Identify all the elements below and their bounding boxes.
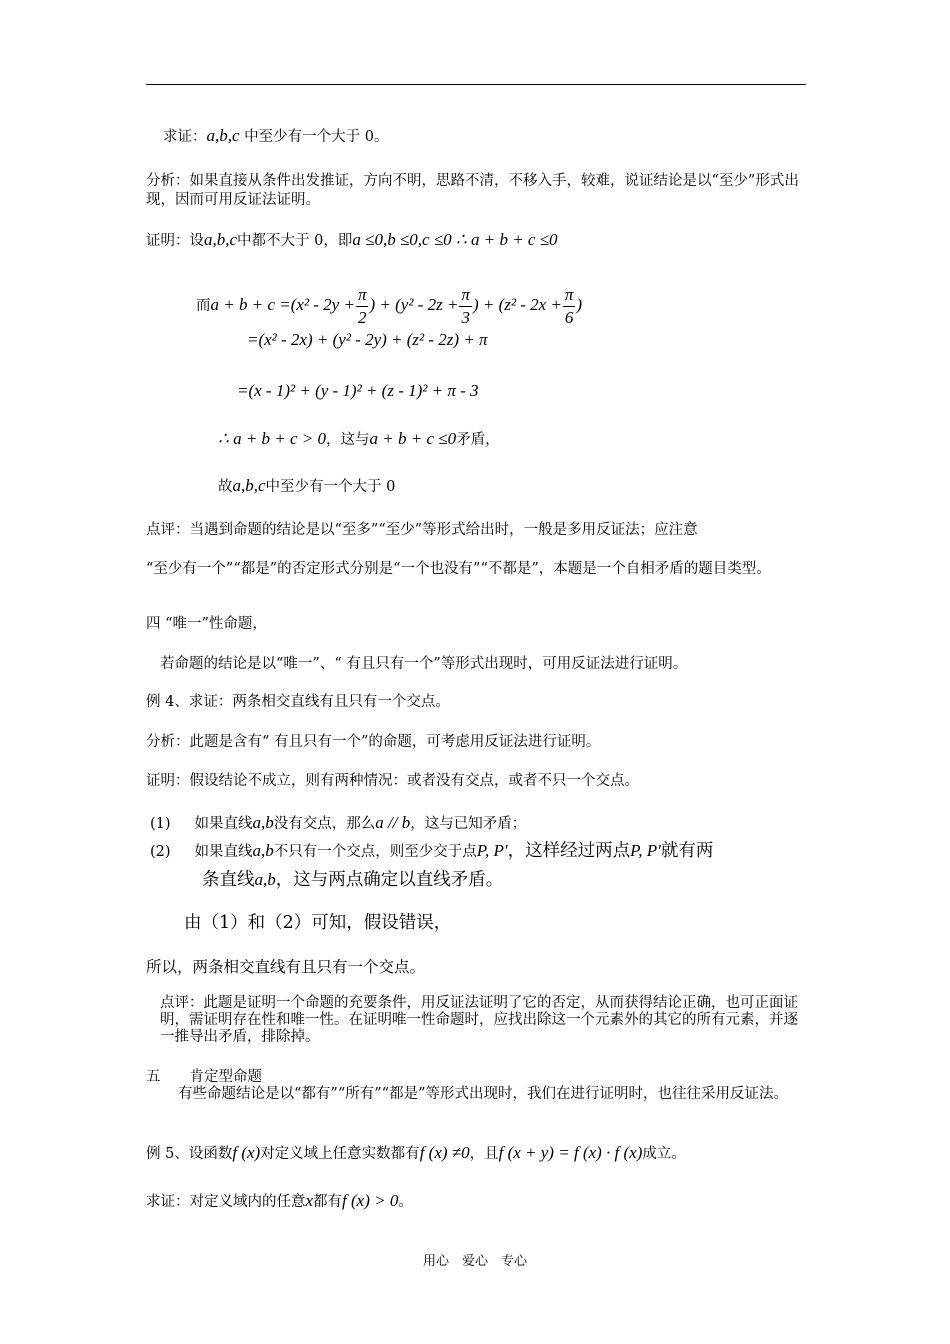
concl2-abc: a,b,c [232, 476, 266, 495]
case-2-points-2: P, P′ [630, 841, 661, 860]
section-4-title [146, 614, 267, 634]
concl1-mid: ，这与 [326, 432, 370, 448]
proof-mid: 中都不大于 0，即 [237, 233, 353, 249]
analysis-1 [146, 172, 808, 210]
section-4-intro-text: 若命题的结论是以“唯一”、“ 有且只有一个”等形式出现时，可用反证法进行证明。 [160, 656, 688, 672]
case-2-e: 条直线 [202, 870, 255, 890]
case-2-d: 就有两 [660, 841, 714, 861]
concl1-end: 矛盾， [456, 432, 500, 448]
eq2-text: =(x² - 2x) + (y² - 2y) + (z² - 2z) + π [247, 330, 488, 349]
case-2-cont [202, 870, 503, 891]
frac2-num: π [459, 284, 472, 307]
example-4 [146, 692, 450, 712]
fraction-pi-2 [356, 284, 369, 329]
therefore-text: 所以，两条相交直线有且只有一个交点。 [146, 958, 426, 976]
eq1-t3: ) + (z² - 2x + [472, 295, 562, 314]
fraction-pi-6 [563, 284, 576, 329]
qiuzheng-rest: 中至少有一个大于 0。 [244, 129, 389, 145]
case-2-ab: a,b [252, 841, 274, 860]
ex5-m2: f (x + y) = f (x) · f (x) [498, 1143, 643, 1162]
section-4-intro [160, 654, 687, 674]
ex5-fx: f (x) [232, 1143, 261, 1162]
case-1-ab: a,b [252, 813, 274, 832]
eq1-t1: (x² - 2y + [290, 295, 355, 314]
case-2-c: ，这样经过两点 [507, 841, 631, 861]
case-1-math: a // b [375, 813, 411, 832]
comment-1a-text: 点评：当遇到命题的结论是以“至多”“至少”等形式给出时，一般是多用反证法；应注意 [146, 522, 698, 538]
concl1-math2: a + b + c ≤0 [369, 429, 457, 448]
conclusion-1 [218, 429, 500, 450]
case-2-number: (2) [150, 844, 171, 860]
case-1-b: 没有交点，那么 [273, 816, 376, 832]
qz5-c: 。 [398, 1194, 413, 1210]
qz5-x: x [305, 1191, 314, 1210]
frac1-num: π [356, 284, 369, 307]
qiuzheng-line [163, 126, 389, 147]
frac3-num: π [563, 284, 576, 307]
case-2-a: 如果直线 [194, 844, 253, 860]
conclusion-2 [218, 476, 395, 497]
qiuzheng-math: a,b,c [206, 126, 240, 145]
proof-math: a ≤0,b ≤0,c ≤0 ∴ a + b + c ≤0 [352, 230, 558, 249]
by-1-and-2 [184, 913, 451, 933]
case-2-ab-2: a,b [254, 870, 276, 889]
therefore-line [146, 957, 425, 977]
comment-2 [160, 995, 808, 1046]
example-5 [146, 1143, 686, 1164]
frac3-den: 6 [564, 307, 574, 327]
section-5-title-text: 五 肯定型命题 [146, 1069, 262, 1085]
concl2-rest: 中至少有一个大于 0 [265, 479, 396, 495]
section-5-title [146, 1068, 262, 1086]
frac2-den: 3 [461, 307, 470, 327]
analysis-2 [146, 732, 600, 752]
qz5-a: 求证：对定义域内的任意 [146, 1194, 306, 1210]
equation-1 [196, 282, 582, 329]
section-4-title-text: 四 “唯一”性命题， [146, 616, 267, 632]
ex5-c: ，且 [469, 1146, 499, 1162]
proof-label: 证明：设 [146, 233, 204, 249]
analysis-2-text: 分析：此题是含有“ 有且只有一个”的命题，可考虑用反证法进行证明。 [146, 734, 601, 750]
ex5-d: 成立。 [642, 1146, 686, 1162]
frac1-den: 2 [357, 307, 367, 327]
qiuzheng-5 [146, 1191, 413, 1212]
header-rule [146, 84, 806, 85]
case-2-b: 不只有一个交点，则至少交于点 [273, 844, 477, 860]
case-1-number: (1) [150, 816, 171, 832]
eq1-lhs: a + b + c = [210, 295, 291, 314]
case-2 [150, 841, 713, 862]
concl1-math: ∴ a + b + c > 0 [218, 429, 327, 448]
case-2-f: ，这与两点确定以直线矛盾。 [275, 870, 504, 890]
section-5-intro [146, 1085, 808, 1103]
page-footer: 用心 爱心 专心 [422, 1254, 527, 1269]
proof-2-text: 证明：假设结论不成立，则有两种情况：或者没有交点，或者不只一个交点。 [146, 773, 639, 789]
ex5-a: 例 5、设函数 [146, 1146, 233, 1162]
qiuzheng-label: 求证： [163, 129, 207, 145]
eq1-t2: ) + (y² - 2z + [369, 295, 459, 314]
case-2-points: P, P′ [476, 841, 508, 860]
analysis-1-text: 分析：如果直接从条件出发推证，方向不明，思路不清，不移入手，较难，说证结论是以“至少”形式出现，因而可用反证法证明。 [146, 173, 799, 208]
qz5-b: 都有 [313, 1194, 343, 1210]
case-1-c: ，这与已知矛盾； [410, 816, 527, 832]
equation-2 [247, 330, 488, 351]
proof-line-1 [146, 230, 558, 251]
case-1 [150, 813, 526, 834]
proof-2 [146, 771, 639, 791]
comment-1b [146, 560, 808, 579]
comment-2-text: 点评：此题是证明一个命题的充要条件，用反证法证明了它的否定，从而获得结论正确，也可正面证明，需证明存在性和唯一性。在证明唯一性命题时，应找出除这一个元素外的其它的所有元素，并逐一推导出矛盾，排除掉。 [160, 995, 798, 1045]
equation-3 [237, 381, 479, 402]
by-1-and-2-text: 由（1）和（2）可知，假设错误， [184, 913, 452, 933]
proof-abc: a,b,c [204, 230, 238, 249]
comment-1b-text: “至少有一个”“都是”的否定形式分别是“一个也没有”“不都是”，本题是一个自相矛盾的题目类型。 [146, 561, 771, 577]
qz5-m: f (x) > 0 [342, 1191, 399, 1210]
concl2-lead: 故 [218, 479, 233, 495]
case-1-a: 如果直线 [194, 816, 253, 832]
eq1-t4: ) [576, 295, 583, 314]
ex5-m1: f (x) ≠0 [419, 1143, 470, 1162]
comment-1a [146, 520, 698, 540]
eq3-text: =(x - 1)² + (y - 1)² + (z - 1)² + π - 3 [237, 381, 479, 400]
eq1-lead: 而 [196, 298, 211, 314]
section-5-intro-text: 有些命题结论是以“都有”“所有”“都是”等形式出现时，我们在进行证明时，也往往采用反证法。 [178, 1086, 788, 1102]
fraction-pi-3 [459, 284, 472, 329]
example-4-text: 例 4、求证：两条相交直线有且只有一个交点。 [146, 694, 450, 710]
ex5-b: 对定义域上任意实数都有 [260, 1146, 420, 1162]
